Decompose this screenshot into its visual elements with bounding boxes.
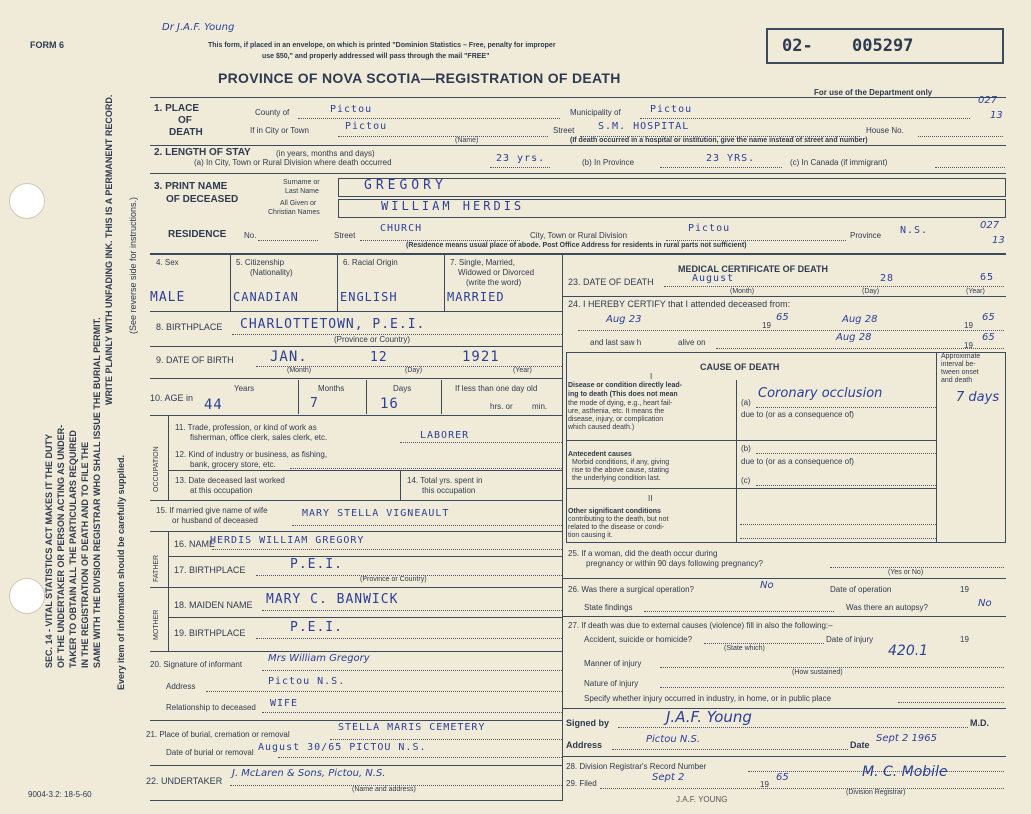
envelope-note-2: use $50," and properly addressed will pass through the mail "FREE" [262,53,490,60]
external-causes-label: 27. If death was due to external causes (violence) fill in also the following:– [568,621,833,630]
injury-19: 19 [960,635,969,644]
father-birthplace-caption: (Province or Country) [360,576,427,583]
due-to-b: due to (or as a consequence of) [741,457,854,466]
punch-hole-top [9,183,45,219]
interval-label-2: interval be- [941,361,976,368]
name-label-2: OF DECEASED [166,194,239,205]
hrs-label: hrs. or [490,402,513,411]
marital-label-1: 7. Single, Married, [450,258,515,267]
other-label-2: contributing to the death, but not [568,516,669,523]
stay-province-value: 23 YRS. [706,153,756,164]
place-label-1: 1. PLACE [154,103,200,114]
length-of-stay-label: 2. LENGTH OF STAY [154,147,251,158]
trade-label-1: 11. Trade, profession, or kind of work as [175,423,317,432]
certify-label: 24. I HEREBY CERTIFY that I attended deceased from: [568,299,791,309]
manner-label: Manner of injury [584,659,642,668]
registrar-signature: M. C. Mobile [862,764,948,780]
punch-hole-bottom [9,578,45,614]
antecedent-label-4: the underlying condition last. [572,475,661,482]
filed-19: 19 [760,780,769,789]
city-value: Pictou [345,121,388,132]
residence-note: (Residence means usual place of abode. Post Office Address for residents in rural parts not sufficient) [406,242,747,249]
attended-from-19: 19 [762,321,771,330]
manner-code: 420.1 [888,643,929,659]
state-which-caption: (State which) [724,645,765,652]
last-worked-label-1: 13. Date deceased last worked [175,476,285,485]
surgery-label: 26. Was there a surgical operation? [568,585,694,594]
county-value: Pictou [330,104,373,115]
section-divider [150,97,1006,98]
autopsy-label: Was there an autopsy? [846,603,928,612]
form-number: FORM 6 [30,40,65,50]
due-to-a: due to (or as a consequence of) [741,410,854,419]
street-label: Street [553,126,575,135]
trade-value: LABORER [420,430,470,441]
md-label: M.D. [970,718,989,728]
residence-label: RESIDENCE [168,229,227,240]
informant-signature-label: 20. Signature of informant [150,660,243,669]
cause-b-label: (b) [741,444,751,453]
attended-to-19: 19 [964,321,973,330]
informant-address: Pictou N.S. [268,676,346,687]
stay-local-value: 23 yrs. [496,153,546,164]
bottom-stamp: J.A.F. YOUNG [676,795,728,804]
place-label-3: DEATH [169,127,203,138]
burial-place-label: 21. Place of burial, cremation or removal [146,730,290,739]
age-years-value: 44 [204,397,223,413]
autopsy-value: No [978,598,992,609]
county-label: County of [255,108,290,117]
age-months-label: Months [318,384,345,393]
stay-local-label: (a) In City, Town or Rural Division where death occurred [194,158,392,167]
dob-day: 12 [370,350,388,365]
relationship-label: Relationship to deceased [166,703,256,712]
marital-value: MARRIED [447,290,505,304]
spouse-value: MARY STELLA VIGNEAULT [302,508,450,519]
city-name-caption: (Name) [455,137,479,144]
age-years-label: Years [234,384,255,393]
other-label-3: related to the disease or condi- [568,524,665,531]
envelope-note-1: This form, if placed in an envelope, on which is printed "Dominion Statistics – Free, penalty for improper [208,42,556,49]
age-note: If less than one day old [455,384,538,393]
cause-c-label: (c) [741,476,751,485]
given-label-1: All Given or [280,200,317,207]
occupation-side-label: OCCUPATION [153,446,160,492]
undertaker-value: J. McLaren & Sons, Pictou, N.S. [232,768,386,779]
residence-province-value: N.S. [900,225,929,236]
nature-label: Nature of injury [584,679,639,688]
mother-birthplace-value: P.E.I. [290,620,343,635]
min-label: min. [532,402,548,411]
cause-of-death-title: CAUSE OF DEATH [700,362,780,372]
disease-label-1: Disease or condition directly lead- [568,382,682,389]
interval-a-value: 7 days [956,390,1000,405]
racial-value: ENGLISH [340,290,398,304]
surgery-value: No [760,580,774,591]
stay-canada-label: (c) In Canada (if immigrant) [790,158,888,167]
birthplace-caption: (Province or Country) [334,335,411,344]
father-side-label: FATHER [153,554,160,582]
informant-address-label: Address [166,682,196,691]
form-title: PROVINCE OF NOVA SCOTIA—REGISTRATION OF DEATH [218,70,621,86]
last-saw-19: 19 [964,341,973,350]
department-code-1: 027 [978,95,998,106]
woman-label-1: 25. If a woman, did the death occur during [568,549,718,558]
dob-day-caption: (Day) [405,367,423,374]
top-handwriting: Dr J.A.F. Young [162,22,235,33]
department-code-2b: 13 [992,235,1005,246]
mother-maiden-value: MARY C. BANWICK [266,592,399,607]
roman-one: I [650,372,653,381]
antecedent-label-2: Morbid conditions, if any, giving [572,459,670,466]
residence-city-value: Pictou [688,223,731,234]
birthplace-label: 8. BIRTHPLACE [156,322,223,332]
interval-label-1: Approximate [941,353,981,360]
spouse-label-1: 15. If married give name of wife [156,506,268,515]
filed-label: 29. Filed [566,779,597,788]
dob-year: 1921 [462,349,500,365]
filed-year: 65 [776,772,789,783]
how-sustained-caption: (How sustained) [792,669,843,676]
disease-label-2: ing to death (This does not mean [568,391,678,398]
sign-date-value: Sept 2 1965 [876,733,937,744]
undertaker-label: 22. UNDERTAKER [146,776,223,786]
death-day-caption: (Day) [862,288,880,295]
spouse-label-2: or husband of deceased [172,516,258,525]
death-year-caption: (Year) [966,288,985,295]
trade-label-2: fisherman, office clerk, sales clerk, etc. [190,433,328,442]
burial-date-value: August 30/65 PICTOU N.S. [258,742,427,753]
registration-prefix: 02- [782,36,813,56]
form-print-code: 9004-3.2: 18-5-60 [28,790,92,799]
registrar-caption: (Division Registrar) [846,789,906,796]
alive-on-label: alive on [678,338,706,347]
house-label: House No. [866,126,904,135]
citizenship-sub: (Nationality) [250,268,293,277]
attended-to-year: 65 [982,312,995,323]
last-saw-date: Aug 28 [836,332,872,343]
surname-label-1: Surname or [283,179,320,186]
municipality-value: Pictou [650,104,693,115]
side-instruction-7: (See reverse side for instructions.) [128,196,138,334]
mother-maiden-label: 18. MAIDEN NAME [174,600,253,610]
given-label-2: Christian Names [268,209,320,216]
total-years-label-1: 14. Total yrs. spent in [407,476,483,485]
signed-by-label: Signed by [566,718,610,728]
father-birthplace-label: 17. BIRTHPLACE [174,565,246,575]
place-label-2: OF [178,115,192,126]
death-month-caption: (Month) [730,288,755,295]
other-label-4: tion causing it. [568,532,613,539]
industry-label-1: 12. Kind of industry or business, as fishing, [175,450,328,459]
side-instruction-5: SAME WITH THE DIVISION REGISTRAR WHO SHALL ISSUE THE BURIAL PERMIT. [92,317,102,668]
dob-month: JAN. [270,349,308,365]
stay-province-label: (b) In Province [582,158,635,167]
filed-date: Sept 2 [652,772,685,783]
residence-province-label: Province [850,231,882,240]
side-instruction-3: TAKER TO OBTAIN ALL THE PARTICULARS REQUIRED [68,430,78,668]
given-names-value: WILLIAM HERDIS [381,199,525,213]
side-instruction-6: WRITE PLAINLY WITH UNFADING INK. THIS IS A PERMANENT RECORD. [104,94,114,405]
marital-label-2: Widowed or Divorced [458,268,535,277]
roman-two: II [648,494,653,503]
disease-label-3: the mode of dying, e.g., heart fail- [568,400,673,407]
department-code-1b: 13 [990,110,1003,121]
doctor-address-label: Address [566,740,603,750]
father-name-value: HERDIS WILLIAM GREGORY [210,535,365,546]
sex-value: MALE [150,290,186,305]
interval-label-3: tween onset [941,369,979,376]
operation-19: 19 [960,585,969,594]
disease-label-6: which caused death.) [568,424,635,431]
medical-certificate-title: MEDICAL CERTIFICATE OF DEATH [678,264,828,274]
side-instruction-8: Every item of information should be carefully supplied. [116,454,126,690]
dob-month-caption: (Month) [287,367,312,374]
informant-signature: Mrs William Gregory [268,653,370,664]
disease-label-4: ure, asthenia, etc. It means the [568,408,665,415]
birthplace-value: CHARLOTTETOWN, P.E.I. [240,317,426,332]
age-months-value: 7 [310,396,319,411]
woman-label-2: pregnancy or within 90 days following pregnancy? [586,559,763,568]
municipality-label: Municipality of [570,108,621,117]
department-use-label: For use of the Department only [814,88,933,97]
doctor-address: Pictou N.S. [646,734,701,745]
dob-label: 9. DATE OF BIRTH [156,355,234,365]
city-label: If in City or Town [250,126,309,135]
residence-no-label: No. [244,231,257,240]
father-name-label: 16. NAME [174,539,216,549]
residence-street-value: CHURCH [380,223,423,234]
citizenship-value: CANADIAN [233,290,299,304]
burial-place-value: STELLA MARIS CEMETERY [338,722,486,733]
father-birthplace-value: P.E.I. [290,557,343,572]
attended-to: Aug 28 [842,314,878,325]
name-label-1: 3. PRINT NAME [154,181,228,192]
mother-birthplace-label: 19. BIRTHPLACE [174,628,246,638]
last-saw-year: 65 [982,332,995,343]
findings-label: State findings [584,603,633,612]
death-date-year: 65 [980,272,995,283]
marital-label-3: (write the word) [466,278,522,287]
residence-city-label: City, Town or Rural Division [530,231,628,240]
residence-street-label: Street [334,231,356,240]
death-date-day: 28 [880,273,895,284]
registration-number-box [766,28,1004,64]
surname-value: GREGORY [364,178,447,193]
surname-label-2: Last Name [285,188,319,195]
last-worked-label-2: at this occupation [190,486,253,495]
signed-by-value: J.A.F. Young [666,708,752,726]
mother-side-label: MOTHER [153,609,160,640]
industry-label-2: bank, grocery store, etc. [190,460,276,469]
length-of-stay-note: (in years, months and days) [276,149,375,158]
burial-date-label: Date of burial or removal [166,748,254,757]
specify-label: Specify whether injury occurred in industry, in home, or in public place [584,694,832,703]
accident-label: Accident, suicide or homicide? [584,635,693,644]
sign-date-label: Date [850,740,870,750]
total-years-label-2: this occupation [422,486,476,495]
sex-label: 4. Sex [156,258,179,267]
injury-date-label: Date of injury [826,635,874,644]
side-instruction-4: IN THE REGISTRATION OF DEATH AND TO FILE THE [80,441,90,668]
attended-from-year: 65 [776,312,789,323]
disease-label-5: disease, injury, or complication [568,416,664,423]
death-date-label: 23. DATE OF DEATH [568,277,654,287]
last-saw-label: and last saw h [590,338,642,347]
age-days-label: Days [393,384,412,393]
attended-from: Aug 23 [606,314,642,325]
department-code-2: 027 [980,220,1000,231]
operation-date-label: Date of operation [830,585,892,594]
hospital-note: (If death occurred in a hospital or institution, give the name instead of street and number) [570,137,868,144]
side-instruction-1: SEC. 14 - VITAL STATISTICS ACT MAKES IT THE DUTY [44,433,54,668]
registration-number: 005297 [852,36,914,56]
antecedent-label-3: rise to the above cause, stating [572,467,669,474]
street-value: S.M. HOSPITAL [598,121,690,132]
other-label-1: Other significant conditions [568,508,661,515]
cause-a-value: Coronary occlusion [758,386,883,401]
antecedent-label-1: Antecedent causes [568,451,632,458]
dob-year-caption: (Year) [513,367,532,374]
racial-label: 6. Racial Origin [343,258,398,267]
cause-a-label: (a) [741,398,751,407]
side-instruction-2: OF THE UNDERTAKER OR PERSON ACTING AS UNDER- [56,424,66,668]
citizenship-label: 5. Citizenship [236,258,285,267]
undertaker-caption: (Name and address) [352,786,416,793]
death-date-month: August [692,273,735,284]
interval-label-4: and death [941,377,973,384]
relationship-value: WIFE [270,698,299,709]
yes-no-caption: (Yes or No) [888,569,924,576]
record-number-label: 28. Division Registrar's Record Number [566,762,707,771]
age-days-value: 16 [380,396,399,412]
age-label: 10. AGE in [150,393,194,403]
